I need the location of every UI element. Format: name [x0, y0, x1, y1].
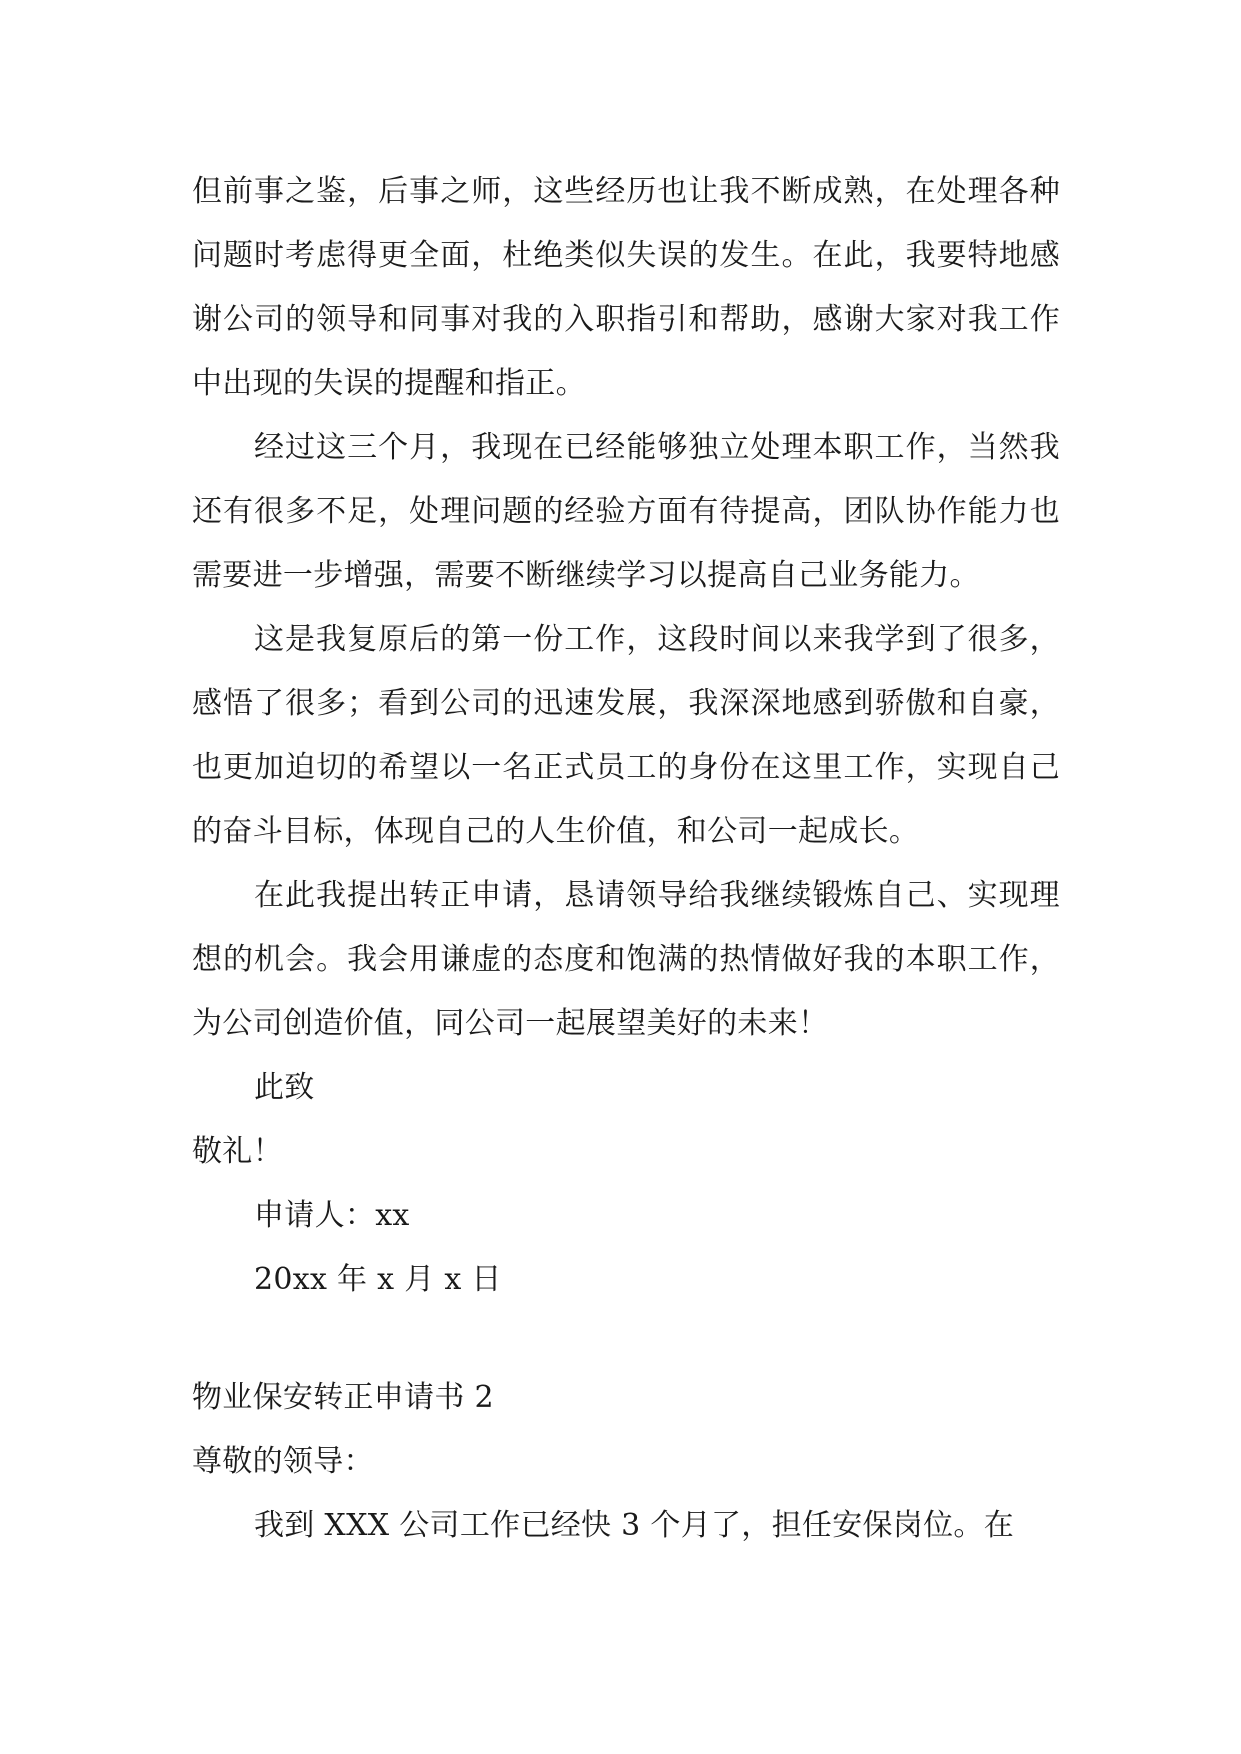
body-paragraph: 在此我提出转正申请，恳请领导给我继续锻炼自己、实现理想的机会。我会用谦虚的态度和饱满的热情做好我的本职工作，为公司创造价值，同公司一起展望美好的未来！ — [192, 878, 1060, 1041]
body-paragraph: 我到 XXX 公司工作已经快 3 个月了，担任安保岗位。在 — [254, 1508, 1015, 1543]
section-gap — [192, 1312, 1060, 1366]
body-paragraph: 这是我复原后的第一份工作，这段时间以来我学到了很多，感悟了很多；看到公司的迅速发展，我深深地感到骄傲和自豪，也更加迫切的希望以一名正式员工的身份在这里工作，实现自己的奋斗目标，体现自己的人生价值，和公司一起成长。 — [192, 622, 1060, 849]
section-title: 物业保安转正申请书 2 — [192, 1380, 494, 1415]
body-paragraph: 但前事之鉴，后事之师，这些经历也让我不断成熟，在处理各种问题时考虑得更全面，杜绝类似失误的发生。在此，我要特地感谢公司的领导和同事对我的入职指引和帮助，感谢大家对我工作中出现的失误的提醒和指正。 — [192, 174, 1060, 401]
greeting: 尊敬的领导： — [192, 1444, 374, 1479]
letter-date: 20xx 年 x 月 x 日 — [254, 1262, 502, 1297]
closing-phrase: 此致 — [254, 1070, 315, 1105]
salute: 敬礼！ — [192, 1134, 283, 1169]
body-paragraph: 经过这三个月，我现在已经能够独立处理本职工作，当然我还有很多不足，处理问题的经验方面有待提高，团队协作能力也需要进一步增强，需要不断继续学习以提高自己业务能力。 — [192, 430, 1060, 593]
applicant-signature: 申请人：xx — [254, 1198, 410, 1233]
document-body — [192, 160, 1060, 1558]
